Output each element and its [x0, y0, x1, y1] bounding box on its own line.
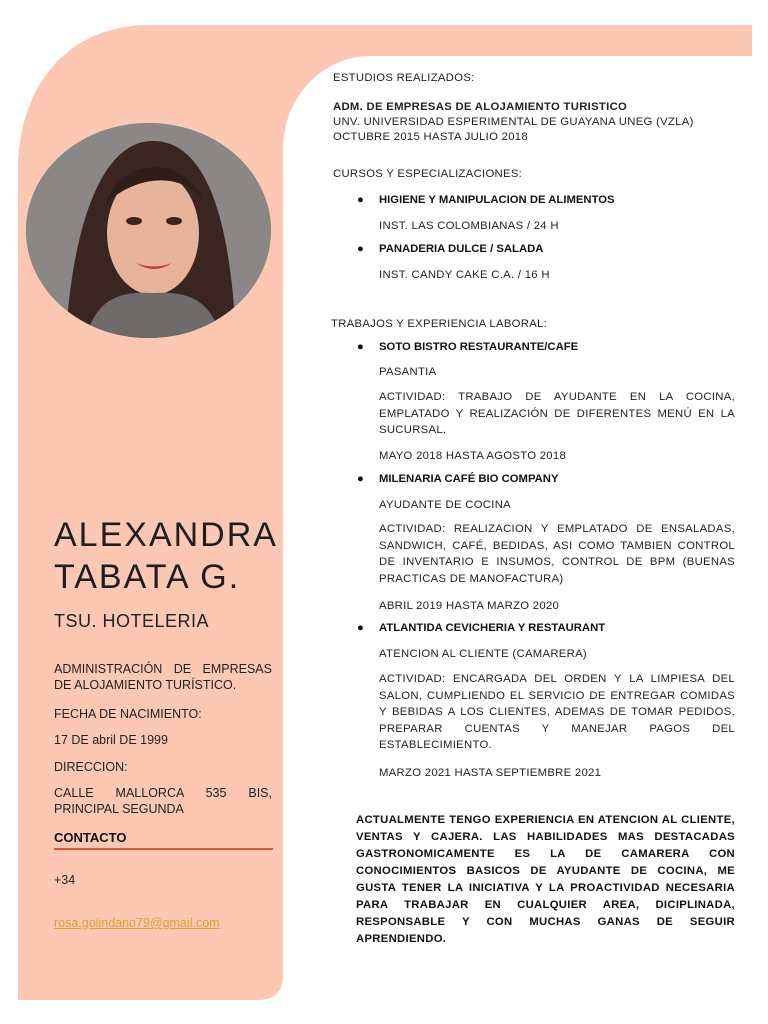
job-position: PASANTIA [379, 366, 437, 378]
job-activity: ACTIVIDAD: TRABAJO DE AYUDANTE EN LA COCINA, EMPLATADO Y REALIZACIÓN DE DIFERENTES MENÚ EN LA SUCURSAL. [379, 391, 735, 436]
bullet-icon: ● [357, 243, 364, 255]
candidate-name [54, 514, 284, 598]
education-school: UNV. UNIVERSIDAD ESPERIMENTAL DE GUAYANA UNEG (VZLA) [333, 116, 694, 128]
job-dates: ABRIL 2019 HASTA MARZO 2020 [379, 600, 560, 612]
bullet-icon: ● [357, 341, 364, 353]
address-label: DIRECCION: [54, 760, 128, 774]
job-dates: MAYO 2018 HASTA AGOSTO 2018 [379, 450, 567, 462]
job-item [357, 622, 605, 634]
job-position: AYUDANTE DE COCINA [379, 499, 511, 511]
job-company: SOTO BISTRO RESTAURANTE/CAFE [379, 341, 579, 353]
birth-value: 17 DE abril DE 1999 [54, 733, 168, 747]
address-value: CALLE MALLORCA 535 BIS, PRINCIPAL SEGUNDA [54, 786, 272, 816]
course-title: PANADERIA DULCE / SALADA [379, 243, 544, 255]
course-detail: INST. LAS COLOMBIANAS / 24 H [379, 220, 559, 232]
first-name: ALEXANDRA [54, 516, 278, 554]
phone-number: +34 [54, 873, 76, 887]
professional-title: TSU. HOTELERIA [54, 611, 210, 631]
job-position: ATENCION AL CLIENTE (CAMARERA) [379, 648, 587, 660]
bullet-icon: ● [357, 473, 364, 485]
course-detail: INST. CANDY CAKE C.A. / 16 H [379, 269, 550, 281]
job-activity: ACTIVIDAD: REALIZACION Y EMPLATADO DE ENSALADAS, SANDWICH, CAFÉ, BEDIDAS, ASI COMO TAMBIEN CONTROL DE INVENTARIO E INSUMOS, CONTROL DE BPM (BUENAS PRACTICAS DE MANOFACTURA) [379, 523, 735, 585]
course-title: HIGIENE Y MANIPULACION DE ALIMENTOS [379, 194, 615, 206]
birth-label: FECHA DE NACIMIENTO: [54, 707, 202, 721]
profile-photo-illustration [26, 123, 271, 338]
courses-heading: CURSOS Y ESPECIALIZACIONES: [333, 168, 523, 180]
last-name: TABATA G. [54, 558, 241, 596]
job-dates: MARZO 2021 HASTA SEPTIEMBRE 2021 [379, 767, 602, 779]
course-item [357, 194, 615, 206]
education-dates: OCTUBRE 2015 HASTA JULIO 2018 [333, 131, 528, 143]
course-item [357, 243, 543, 255]
job-company: MILENARIA CAFÉ BIO COMPANY [379, 473, 559, 485]
work-heading: TRABAJOS Y EXPERIENCIA LABORAL: [331, 318, 548, 330]
job-activity: ACTIVIDAD: ENCARGADA DEL ORDEN Y LA LIMPIESA DEL SALON, CUMPLIENDO EL SERVICIO DE ENTREGAR COMIDAS Y BEBIDAS A LOS CLIENTES, ADEMAS DE TOMAR PEDIDOS, PREPARAR CUENTAS Y MANEJAR PAGOS DEL ESTABLECIMIENTO. [379, 673, 735, 751]
contact-heading: CONTACTO [54, 830, 127, 845]
education-degree: ADM. DE EMPRESAS DE ALOJAMIENTO TURISTICO [333, 101, 628, 113]
degree-summary: ADMINISTRACIÓN DE EMPRESAS DE ALOJAMIENTO TURÍSTICO. [54, 662, 272, 692]
bullet-icon: ● [357, 622, 364, 634]
bullet-icon: ● [357, 194, 364, 206]
job-item [357, 473, 559, 485]
job-item [357, 341, 578, 353]
professional-summary: ACTUALMENTE TENGO EXPERIENCIA EN ATENCION AL CLIENTE, VENTAS Y CAJERA. LAS HABILIDADES MAS DESTACADAS GASTRONOMICAMENTE ES LA DE CAMARERA CON CONOCIMIENTOS BASICOS DE AYUDANTE DE COCINA, ME GUSTA TENER LA INICIATIVA Y LA PROACTIVIDAD NECESARIA PARA TRABAJAR EN CUALQUIER AREA, DICIPLINADA, RESPONSABLE Y CON MUCHAS GANAS DE SEGUIR APRENDIENDO. [356, 814, 735, 945]
education-heading: ESTUDIOS REALIZADOS: [333, 72, 475, 84]
contact-divider [54, 848, 273, 850]
job-company: ATLANTIDA CEVICHERIA Y RESTAURANT [379, 622, 606, 634]
profile-photo [26, 123, 271, 338]
email-link[interactable]: rosa.golindano79@gmail.com [54, 916, 220, 930]
